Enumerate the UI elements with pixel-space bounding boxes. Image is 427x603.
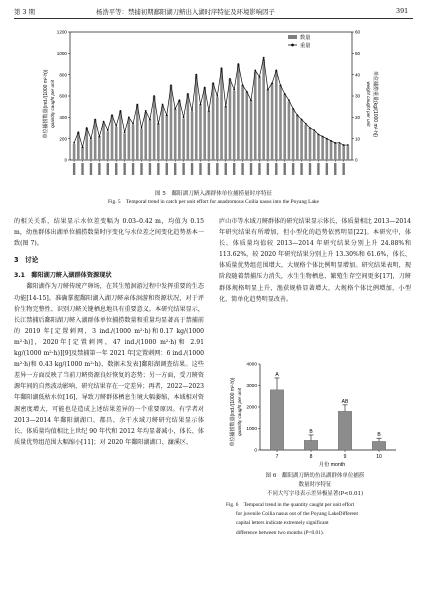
fig6-caption-cn-1: 图 6 鄱阳湖刀鲚幼鱼出湖群体单位捕捞 bbox=[265, 473, 365, 479]
fig5-weight-point bbox=[237, 63, 239, 65]
fig5-count-bar bbox=[199, 105, 202, 160]
fig5-xtick-date-marker bbox=[233, 163, 235, 175]
fig5-count-bar bbox=[212, 83, 215, 160]
fig5-count-bar bbox=[98, 137, 101, 160]
fig5-xtick-date-marker bbox=[73, 163, 75, 175]
fig5-weight-point bbox=[309, 127, 311, 129]
fig5-weight-point bbox=[94, 119, 96, 121]
fig5-weight-point bbox=[73, 142, 75, 144]
left-column bbox=[14, 216, 204, 448]
fig5-count-bar bbox=[258, 77, 261, 160]
fig6-caption bbox=[219, 472, 411, 500]
fig6-caption-cn-2: 数量时序特征 bbox=[298, 482, 332, 489]
fig6-bar bbox=[270, 390, 284, 450]
fig5-count-bar bbox=[237, 64, 240, 160]
running-title: 杨浩平等：禁捕初期鄱阳湖刀鲚出入湖时序特征及环境影响因子 bbox=[96, 8, 275, 16]
fig5-count-bar bbox=[275, 70, 278, 160]
fig5-xtick-date-marker bbox=[258, 163, 260, 175]
fig5-count-bar bbox=[338, 144, 341, 160]
fig5-count-bar bbox=[334, 143, 337, 160]
fig5-count-bar bbox=[132, 125, 135, 160]
fig5-count-bar bbox=[267, 90, 270, 160]
fig5-weight-point bbox=[157, 123, 159, 125]
section-3-heading: 3 讨论 bbox=[14, 256, 39, 265]
fig5-count-bar bbox=[203, 87, 206, 160]
fig5-count-bar bbox=[229, 79, 232, 160]
fig5-weight-point bbox=[141, 127, 143, 129]
fig5-ytick-right-label: 20 bbox=[355, 114, 361, 120]
fig5-weight-point bbox=[334, 142, 336, 144]
fig5-count-bar bbox=[321, 137, 324, 160]
fig5-weight-point bbox=[124, 131, 126, 133]
fig5-weight-point bbox=[200, 104, 202, 106]
fig5-count-bar bbox=[330, 141, 333, 160]
fig5-weight-point bbox=[339, 142, 341, 144]
fig5-weight-point bbox=[322, 136, 324, 138]
fig5-count-bar bbox=[208, 111, 211, 160]
fig6-caption-en bbox=[226, 501, 411, 538]
fig5-weight-point bbox=[136, 104, 138, 106]
fig5-count-bar bbox=[128, 118, 131, 160]
fig5-xtick-date-marker bbox=[342, 163, 344, 175]
fig5-weight-point bbox=[280, 84, 282, 86]
fig5-legend-weight: 重量 bbox=[300, 43, 311, 49]
page-number: 391 bbox=[396, 7, 409, 15]
fig6-significance-letter: B bbox=[377, 432, 381, 439]
fig5-xtick-date-marker bbox=[199, 163, 201, 175]
fig6-ytick-label: 3000 bbox=[246, 384, 257, 390]
section-3-1-heading: 3.1 鄱阳湖刀鲚入湖群体资源现状 bbox=[14, 272, 112, 280]
fig5-count-bar bbox=[140, 129, 143, 160]
paragraph-size-trend: 庐山市等水域刀鲚群体的研究结果显示体长、体质量相比 2013—2014 年研究结果有所增加，但小型化的趋势依然明显[22]。本研究中，体长、体质量均值较 2013—2014 年研究结果分别上升 24.88%和 113.62%，较 2020 年研究结果分别上升 13.30%和 61.6%，体长、体质量优势组范围增大，大规格个体比例明显增加。研究结果表明，现阶段随着禁捕压力消失，水生生物栖息、繁殖生存空间更多[17]，刀鲚群体规格明显上升，渔获规格显著增大，大规格个体比例增加，小型化、简单化趋势明显改善。 bbox=[219, 218, 411, 303]
fig5-weight-point bbox=[128, 116, 130, 118]
fig6-ytick-label: 4000 bbox=[246, 362, 257, 368]
fig5-count-bar bbox=[304, 125, 307, 160]
fig5-weight-point bbox=[212, 82, 214, 84]
fig5-ylabel-left: 单位捕捞数量(ind./(1000 m²·h)) bbox=[43, 69, 49, 139]
fig5-ytick-right-label: 60 bbox=[355, 29, 361, 35]
fig5-xtick-date-marker bbox=[275, 163, 277, 175]
fig5-weight-point bbox=[250, 99, 252, 101]
fig5-ytick-left-label: 0 bbox=[64, 157, 67, 163]
fig5-ytick-left-label: 600 bbox=[59, 93, 67, 99]
fig5-weight-point bbox=[77, 131, 79, 133]
fig5-ytick-right-label: 50 bbox=[355, 50, 361, 56]
fig5-weight-point bbox=[208, 110, 210, 112]
fig5-count-bar bbox=[245, 92, 248, 160]
fig5-count-bar bbox=[94, 119, 97, 160]
fig5-weight-point bbox=[246, 91, 248, 93]
fig5-weight-point bbox=[221, 67, 223, 69]
fig5-weight-point bbox=[90, 138, 92, 140]
fig5-count-bar bbox=[317, 134, 320, 160]
fig5-count-bar bbox=[271, 83, 274, 160]
fig5-weight-point bbox=[284, 93, 286, 95]
fig5-ytick-left-label: 200 bbox=[59, 136, 67, 142]
fig5-weight-point bbox=[271, 82, 273, 84]
fig5-weight-point bbox=[183, 116, 185, 118]
paragraph-result-end: 的相关关系，结果显示水位差变幅为 0.03–0.42 m，均值为 0.15 m，幼鱼群体出湖单位捕捞数量时序变化与水位差之间变化趋势基本一致(图 7)。 bbox=[14, 218, 204, 248]
fig5-xtick-date-marker bbox=[98, 163, 100, 175]
fig5-count-bar bbox=[81, 147, 84, 160]
fig6-bar bbox=[372, 441, 386, 450]
fig6-xtick-label: 8 bbox=[309, 454, 313, 460]
fig5-count-bar bbox=[309, 128, 312, 160]
fig6-xtick-label: 7 bbox=[275, 454, 279, 460]
fig5-xtick-date-marker bbox=[90, 163, 92, 175]
fig5-weight-point bbox=[174, 108, 176, 110]
fig6-caption-en-2: for juvenile Coilia nasus out of the Poyang LakeDifferent bbox=[236, 511, 358, 518]
fig5-xtick-date-marker bbox=[157, 163, 159, 175]
fig5-ytick-left-label: 1200 bbox=[56, 29, 67, 35]
fig5-count-bar bbox=[187, 94, 190, 160]
fig6-significance-letter: A bbox=[275, 371, 279, 378]
journal-issue: 第 3 期 bbox=[14, 8, 35, 16]
fig5-xtick-date-marker bbox=[300, 163, 302, 175]
fig5-caption-cn: 图 5 鄱阳湖刀鲚入湖群体单位捕捞量时序特征 bbox=[154, 191, 273, 197]
fig5-weight-point bbox=[149, 119, 151, 121]
fig5-count-bar bbox=[119, 111, 122, 160]
paragraph-resource-status: 鄱阳湖作为刀鲚传统产卵场，在其生殖洄游过程中发挥重要的生态功能[14-15]。准确掌握鄱阳湖入湖刀鲚亲体洄游和资源状况，对于评价生物完整性、识别刀鲚关键栖息地具有重要意义。本研究结果显示，长江禁捕后鄱阳湖刀鲚入湖群体单位捕捞数量和重量均显著高于禁捕前的 2019 年[定置刺网，3 ind./(1000 m²·h)和0.17 kg/(1000 m²·h)]，2020年[定置刺网，47 ind./(1000 m²·h)和 2.91 kg/(1000 m²·h)][9]及禁捕第一年 2021 年[定置刺网：6 ind./(1000 m²·h)和 0.43 kg/(1000 m²·h)，数据未发表]鄱阳湖调查结果。这些差异一方面反映了当前刀鲚资源良好恢复的态势；另一方面，受刀鲚资源年间的自然波动影响，研究结果存在一定差异；再者，2022—2023 年鄱阳湖低枯水位[16]，导致刀鲚群体栖息生境大幅萎缩，本域相对资源密度增大，可能也是造成上述结果差异的一个重要原因。有学者对 2013—2014 年鄱阳湖湖口、都昌、余干水域刀鲚研究结果显示体长、体质量均值相比上世纪 90 年代和 2012 年均显著减小，体长、体质量优势组范围大幅缩小[11]；对 2020 年鄱阳湖湖口、濂溪区、 bbox=[14, 283, 204, 446]
fig5-legend-weight-marker bbox=[291, 44, 294, 47]
fig5-ytick-right-label: 40 bbox=[355, 72, 361, 78]
fig5-count-bar bbox=[288, 101, 291, 160]
fig5-ylabel-left-en: quantity caught per unit bbox=[50, 80, 55, 128]
fig5-count-bar bbox=[161, 106, 164, 160]
fig5-count-bar bbox=[233, 91, 236, 160]
fig5-count-bar bbox=[170, 85, 173, 160]
fig6-bar bbox=[304, 440, 318, 450]
fig5-xtick-date-marker bbox=[267, 163, 269, 175]
fig6-caption-en-4: difference between two months (P<0.01). bbox=[236, 529, 324, 536]
fig5-weight-point bbox=[170, 84, 172, 86]
fig5-count-bar bbox=[102, 123, 105, 160]
fig5-weight-point bbox=[318, 134, 320, 136]
fig5-count-bar bbox=[279, 85, 282, 160]
fig5-ytick-right-label: 10 bbox=[355, 136, 361, 142]
fig5-legend-count-swatch bbox=[288, 35, 297, 39]
fig5-xtick-date-marker bbox=[317, 163, 319, 175]
fig5-weight-point bbox=[259, 76, 261, 78]
fig5-count-bar bbox=[347, 146, 350, 160]
fig5-weight-point bbox=[166, 114, 168, 116]
fig5-count-bar bbox=[144, 112, 147, 160]
fig5-weight-point bbox=[305, 123, 307, 125]
fig5-weight-point bbox=[162, 104, 164, 106]
fig5-count-bar bbox=[136, 105, 139, 160]
fig5-count-bar bbox=[153, 96, 156, 160]
fig5-count-bar bbox=[296, 115, 299, 160]
fig5-weight-point bbox=[103, 121, 105, 123]
fig6-caption-en-3: capital letters indicate extremely significant bbox=[236, 520, 329, 527]
fig5-xtick-date-marker bbox=[241, 163, 243, 175]
fig6-ylabel: 单位捕捞数量(ind./(1000 m²·h)) bbox=[230, 377, 236, 447]
fig6-caption-en-1: Fig. 6 Temporal trend in the quantity caught per unit effort bbox=[226, 502, 355, 508]
fig5-weight-point bbox=[242, 84, 244, 86]
fig5-count-bar bbox=[90, 140, 93, 160]
fig5-xtick-date-marker bbox=[149, 163, 151, 175]
fig5-weight-point bbox=[301, 119, 303, 121]
fig6-ytick-label: 1000 bbox=[246, 427, 257, 433]
fig6-significance-letter: B bbox=[309, 428, 313, 435]
fig5-weight-point bbox=[326, 138, 328, 140]
fig5-weight-point bbox=[233, 89, 235, 91]
fig5-weight-point bbox=[82, 146, 84, 148]
fig5-count-bar bbox=[283, 94, 286, 160]
fig5-weight-point bbox=[254, 70, 256, 72]
fig5-ytick-right-label: 30 bbox=[355, 93, 361, 99]
fig5-weight-point bbox=[313, 129, 315, 131]
fig5-count-bar bbox=[216, 97, 219, 160]
fig5-weight-point bbox=[187, 93, 189, 95]
fig5-ytick-left-label: 800 bbox=[59, 72, 67, 78]
fig5-count-bar bbox=[342, 145, 345, 160]
fig5-count-bar bbox=[292, 109, 295, 160]
fig5-count-bar bbox=[123, 133, 126, 160]
fig5-ytick-right-label: 0 bbox=[355, 157, 358, 163]
fig5-count-bar bbox=[111, 115, 114, 160]
fig5-count-bar bbox=[149, 119, 152, 160]
fig6-ytick-label: 0 bbox=[254, 448, 257, 454]
fig5-xtick-date-marker bbox=[191, 163, 193, 175]
fig5-caption-en: Fig. 5 Temporal trend in catch per unit effort for anadromous Coilia nasus into the Poyang Lake bbox=[108, 199, 319, 205]
fig5-count-bar bbox=[241, 85, 244, 160]
fig5-xtick-date-marker bbox=[115, 163, 117, 175]
fig5-weight-point bbox=[267, 89, 269, 91]
fig5-count-bar bbox=[106, 131, 109, 160]
fig5-xtick-date-marker bbox=[81, 163, 83, 175]
fig5-xtick-date-marker bbox=[107, 163, 109, 175]
fig6-xtick-label: 10 bbox=[376, 454, 382, 460]
fig6-ylabel-en: quantity caught per unit bbox=[237, 388, 242, 436]
fig5-ytick-left-label: 1000 bbox=[56, 50, 67, 56]
fig5-weight-point bbox=[115, 125, 117, 127]
fig5-weight-point bbox=[275, 70, 277, 72]
fig6-significance-letter: AB bbox=[341, 398, 349, 405]
fig5-weight-point bbox=[292, 108, 294, 110]
fig5-xtick-date-marker bbox=[208, 163, 210, 175]
fig5-weight-point bbox=[263, 57, 265, 59]
fig5-count-bar bbox=[178, 100, 181, 160]
fig6-caption-cn-3: 不同大写字母表示差异极显著(P<0.01) bbox=[266, 491, 364, 498]
fig5-weight-point bbox=[98, 136, 100, 138]
fig5-count-bar bbox=[165, 115, 168, 160]
fig5-weight-point bbox=[86, 127, 88, 129]
fig5-weight-point bbox=[195, 74, 197, 76]
fig5-count-bar bbox=[195, 75, 198, 160]
fig5-weight-point bbox=[145, 110, 147, 112]
fig5-weight-point bbox=[296, 114, 298, 116]
fig5-weight-point bbox=[153, 95, 155, 97]
fig5-weight-point bbox=[288, 99, 290, 101]
fig5-ylabel-right-en: weight caught per unit bbox=[366, 81, 371, 127]
fig5-count-bar bbox=[220, 68, 223, 160]
fig5-weight-point bbox=[343, 144, 345, 146]
fig5-weight-point bbox=[179, 99, 181, 101]
fig5-count-bar bbox=[250, 100, 253, 160]
fig5-weight-point bbox=[111, 114, 113, 116]
fig5-legend-count: 数量 bbox=[300, 35, 311, 41]
fig6-bar bbox=[338, 411, 352, 450]
fig5-xtick-date-marker bbox=[216, 163, 218, 175]
fig5-weight-point bbox=[347, 144, 349, 146]
fig5-count-bar bbox=[182, 118, 185, 160]
fig5-xtick-date-marker bbox=[132, 163, 134, 175]
figure-5-chart bbox=[40, 26, 380, 184]
figure-6-chart bbox=[226, 358, 402, 470]
fig5-weight-point bbox=[229, 78, 231, 80]
fig6-xlabel: 月份 month bbox=[318, 462, 346, 468]
fig5-count-bar bbox=[254, 71, 257, 160]
fig5-xtick-date-marker bbox=[326, 163, 328, 175]
fig5-weight-point bbox=[120, 110, 122, 112]
fig5-xtick-date-marker bbox=[309, 163, 311, 175]
fig5-count-bar bbox=[313, 131, 316, 160]
fig5-count-bar bbox=[224, 107, 227, 160]
fig5-xtick-date-marker bbox=[250, 163, 252, 175]
fig5-count-bar bbox=[262, 59, 265, 160]
fig5-weight-point bbox=[191, 110, 193, 112]
header-rule bbox=[14, 18, 413, 19]
fig6-xtick-label: 9 bbox=[343, 454, 347, 460]
right-column bbox=[219, 216, 411, 305]
fig5-count-bar bbox=[157, 124, 160, 160]
fig5-xtick-date-marker bbox=[292, 163, 294, 175]
fig5-count-bar bbox=[300, 119, 303, 160]
fig5-count-bar bbox=[115, 127, 118, 160]
fig5-xtick-date-marker bbox=[174, 163, 176, 175]
fig5-weight-point bbox=[216, 95, 218, 97]
fig5-count-bar bbox=[326, 139, 329, 160]
fig5-count-bar bbox=[73, 144, 76, 160]
fig5-xtick-date-marker bbox=[140, 163, 142, 175]
fig5-xtick-date-marker bbox=[334, 163, 336, 175]
fig5-xtick-date-marker bbox=[182, 163, 184, 175]
fig5-xtick-date-marker bbox=[166, 163, 168, 175]
fig5-count-bar bbox=[191, 112, 194, 160]
fig5-xtick-date-marker bbox=[123, 163, 125, 175]
fig5-xtick-date-marker bbox=[225, 163, 227, 175]
fig5-ylabel-right: 单位捕捞重量(kg/(1000 m²·h)) bbox=[372, 70, 378, 138]
fig5-weight-point bbox=[132, 123, 134, 125]
fig5-weight-point bbox=[107, 129, 109, 131]
fig6-ytick-label: 2000 bbox=[246, 405, 257, 411]
fig5-weight-point bbox=[225, 106, 227, 108]
fig5-count-bar bbox=[174, 109, 177, 160]
fig5-xtick-date-marker bbox=[284, 163, 286, 175]
fig5-weight-point bbox=[330, 140, 332, 142]
fig5-weight-point bbox=[204, 87, 206, 89]
fig5-ytick-left-label: 400 bbox=[59, 114, 67, 120]
